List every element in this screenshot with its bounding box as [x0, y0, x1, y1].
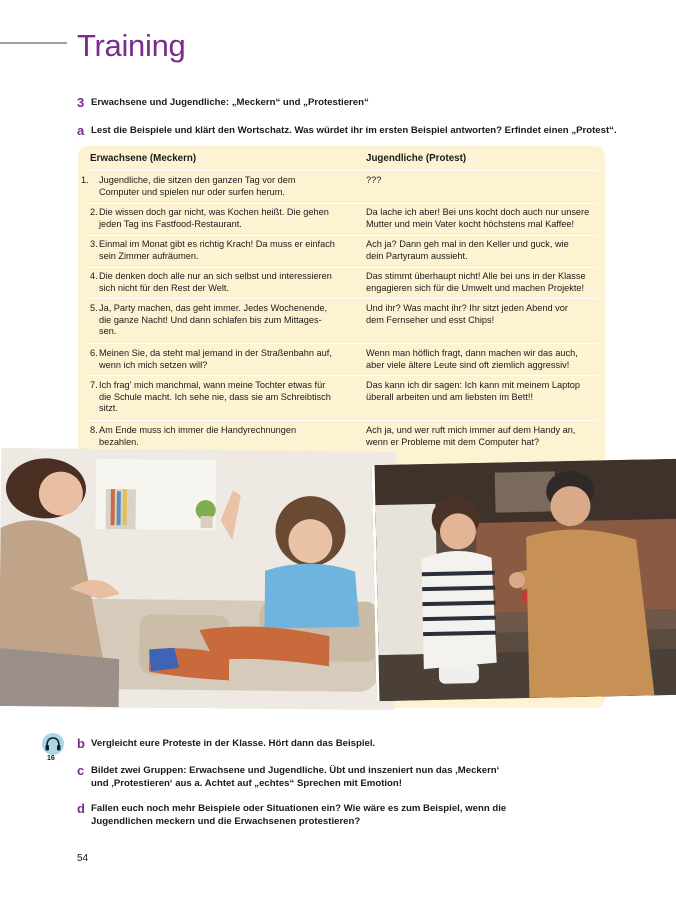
row-divider: [88, 298, 598, 299]
table-row-1-adult: [81, 175, 352, 198]
row-number: 7.: [90, 380, 98, 390]
table-row-5-youth: [366, 303, 602, 326]
table-row-5-adult: [90, 303, 352, 338]
adult-line: bezahlen.: [99, 436, 139, 447]
youth-line: dem Fernseher und esst Chips!: [366, 314, 495, 325]
task-b-text: Vergleicht eure Proteste in der Klasse. Hört dann das Beispiel.: [91, 738, 376, 749]
table-row-7-adult: [90, 380, 352, 415]
youth-line: wenn er Probleme mit dem Computer hat?: [366, 436, 540, 447]
task-c-letter: c: [77, 763, 85, 778]
task-d-text: [91, 802, 506, 828]
task-b: [77, 737, 375, 751]
youth-line: Das stimmt überhaupt nicht! Alle bei uns in der Klasse: [366, 271, 586, 281]
adult-line: sitzt.: [99, 403, 118, 414]
youth-line: Mutter und mein Vater kocht höchstens mal Kaffee!: [366, 218, 575, 229]
row-number: 2.: [90, 207, 98, 217]
task-d-line: Fallen euch noch mehr Beispiele oder Situationen ein? Wie wäre es zum Beispiel, wenn die: [91, 803, 507, 814]
table-row-4-youth: [366, 271, 602, 294]
row-number: 5.: [90, 303, 98, 313]
table-row-7-youth: [366, 380, 602, 403]
row-divider: [88, 267, 598, 268]
table-row-3-youth: [366, 239, 602, 262]
adult-line: sein Zimmer aufräumen.: [99, 250, 199, 261]
adult-line: Jugendliche, die sitzen den ganzen Tag vor dem: [99, 175, 296, 185]
row-divider: [88, 235, 598, 236]
row-divider: [88, 343, 598, 344]
adult-line: Die wissen doch gar nicht, was Kochen heißt. Die gehen: [99, 207, 329, 217]
task-d-line: Jugendlichen meckern und die Erwachsenen protestieren?: [91, 816, 361, 827]
headphones-icon-glyph: [42, 733, 64, 755]
table-row-3-adult: [90, 239, 352, 262]
photo-father-son-argument: [372, 459, 676, 701]
row-divider: [88, 375, 598, 376]
page-number: 54: [77, 853, 89, 864]
photo-mother-daughter-argument: [0, 448, 396, 710]
audio-track-number: 16: [47, 755, 55, 762]
row-number: 6.: [90, 348, 98, 358]
task-a: [77, 124, 617, 138]
headphones-icon[interactable]: [42, 733, 64, 755]
youth-line: Ach ja, und wer ruft mich immer auf dem Handy an,: [366, 425, 576, 435]
youth-line: Wenn man höflich fragt, dann machen wir das auch,: [366, 348, 578, 358]
youth-line: ???: [366, 175, 382, 185]
adult-line: sich nicht für den Rest der Welt.: [99, 282, 230, 293]
task-3-text: Erwachsene und Jugendliche: „Meckern“ und „Protestieren“: [91, 97, 369, 108]
table-row-1-youth: [366, 175, 602, 187]
table-row-6-youth: [366, 348, 602, 371]
task-c-line: und ‚Protestieren‘ aus a. Achtet auf „echtes“ Sprechen mit Emotion!: [91, 778, 402, 789]
table-row-2-youth: [366, 207, 602, 230]
youth-line: engagieren sich für die Umwelt und machen Projekte!: [366, 282, 585, 293]
adult-line: Ja, Party machen, das geht immer. Jedes Wochenende,: [99, 303, 328, 313]
youth-line: dein Partyraum aussieht.: [366, 250, 468, 261]
row-number: 1.: [81, 175, 89, 185]
adult-line: Am Ende muss ich immer die Handyrechnungen: [99, 425, 297, 435]
task-d: [77, 802, 506, 828]
row-divider: [88, 420, 598, 421]
table-row-8-youth: [366, 425, 602, 448]
table-header-youth: Jugendliche (Protest): [366, 153, 467, 164]
adult-line: Einmal im Monat gibt es richtig Krach! Da muss er einfach: [99, 239, 335, 249]
youth-line: aber viele ältere Leute sind oft ziemlich aggressiv!: [366, 359, 570, 370]
youth-line: Da lache ich aber! Bei uns kocht doch auch nur unsere: [366, 207, 590, 217]
adult-line: Die denken doch alle nur an sich selbst und interessieren: [99, 271, 332, 281]
task-b-letter: b: [77, 736, 85, 751]
adult-line: jeden Tag ins Fastfood-Restaurant.: [99, 218, 242, 229]
task-3-number: 3: [77, 95, 85, 110]
task-3: [77, 96, 369, 110]
table-header-adults: Erwachsene (Meckern): [90, 153, 197, 164]
adult-line: die ganze Nacht! Und dann schlafen bis zum Mittages-: [99, 314, 322, 325]
photo-mother-daughter-illustration: [0, 448, 396, 710]
task-a-letter: a: [77, 123, 85, 138]
adult-line: Ich frag' mich manchmal, wann meine Tochter etwas für: [99, 380, 326, 390]
table-row-8-adult: [90, 425, 352, 448]
adult-line: sen.: [99, 326, 117, 337]
table-row-4-adult: [90, 271, 352, 294]
page-title: Training: [77, 28, 186, 63]
photo-father-son-illustration: [375, 459, 676, 701]
row-divider: [88, 203, 598, 204]
header-rule: [0, 42, 67, 44]
task-c-text: [91, 764, 499, 790]
adult-line: wenn ich mich setzen will?: [99, 359, 208, 370]
task-c-line: Bildet zwei Gruppen: Erwachsene und Jugendliche. Übt und inszeniert nun das ‚Meckern‘: [91, 765, 500, 776]
task-c: [77, 764, 499, 790]
youth-line: überall arbeiten und am liebsten im Bett!!: [366, 391, 533, 402]
task-a-text: Lest die Beispiele und klärt den Wortschatz. Was würdet ihr im ersten Beispiel antworten? Erfindet einen „Protest“.: [91, 125, 617, 136]
youth-line: Ach ja? Dann geh mal in den Keller und guck, wie: [366, 239, 569, 249]
row-divider: [88, 170, 598, 171]
adult-line: die Schule macht. Ich sehe nie, dass sie am Schreibtisch: [99, 391, 331, 402]
table-row-6-adult: [90, 348, 352, 371]
row-number: 3.: [90, 239, 98, 249]
row-number: 4.: [90, 271, 98, 281]
task-d-letter: d: [77, 801, 85, 816]
youth-line: Das kann ich dir sagen: Ich kann mit meinem Laptop: [366, 380, 580, 390]
adult-line: Computer und spielen nur oder surfen herum.: [99, 186, 285, 197]
adult-line: Meinen Sie, da steht mal jemand in der Straßenbahn auf,: [99, 348, 332, 358]
table-row-2-adult: [90, 207, 352, 230]
row-number: 8.: [90, 425, 98, 435]
youth-line: Und ihr? Was macht ihr? Ihr sitzt jeden Abend vor: [366, 303, 568, 313]
